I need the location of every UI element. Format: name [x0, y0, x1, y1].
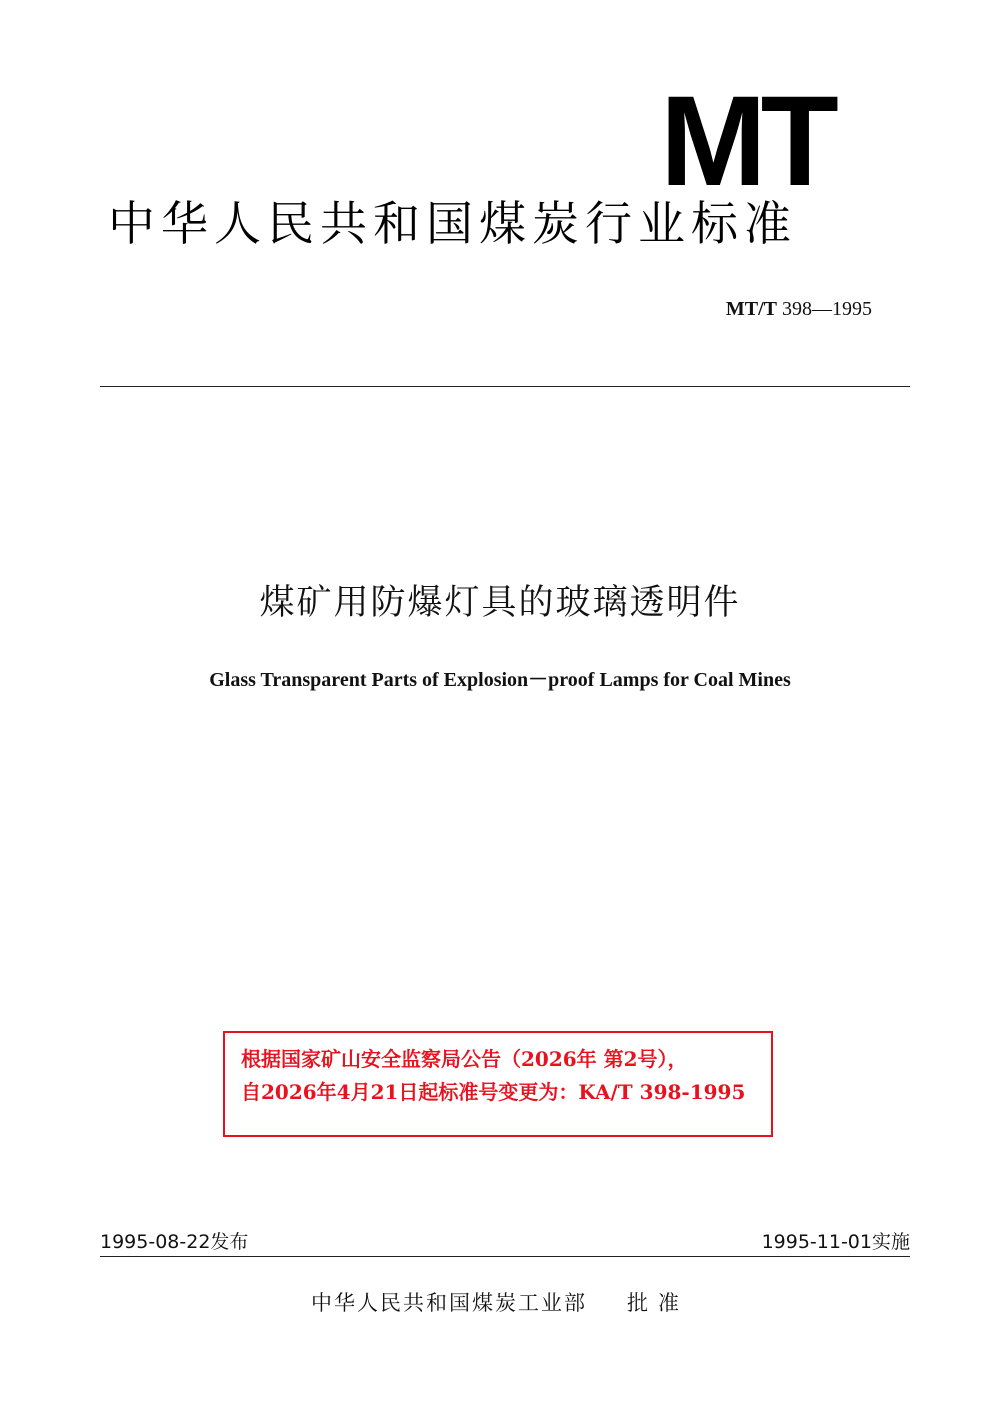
- notice-box: [223, 1031, 773, 1137]
- implement-date-value: 1995-11-01: [761, 1231, 872, 1253]
- standard-code: MT/T: [725, 298, 777, 320]
- approver-line: [0, 1288, 1000, 1318]
- document-title-zh: 煤矿用防爆灯具的玻璃透明件: [259, 583, 741, 623]
- issue-label: 发布: [210, 1231, 249, 1253]
- notice-line-2: 自2026年4月21日起标准号变更为：KA/T 398-1995: [241, 1080, 746, 1104]
- approve-label: 批准: [627, 1291, 689, 1315]
- issue-date: [100, 1229, 248, 1255]
- standard-number-value: 398—1995: [782, 298, 872, 320]
- standard-number: [600, 296, 872, 322]
- footer-divider: [100, 1256, 910, 1257]
- header-divider: [100, 386, 910, 387]
- issue-date-value: 1995-08-22: [100, 1231, 211, 1253]
- implement-label: 实施: [871, 1231, 910, 1253]
- notice-line-1: 根据国家矿山安全监察局公告（2026年 第2号），: [241, 1047, 688, 1071]
- approver-name: 中华人民共和国煤炭工业部: [311, 1291, 587, 1315]
- standard-category-title: 中华人民共和国煤炭行业标准: [108, 197, 797, 252]
- mt-logo: MT: [660, 92, 833, 192]
- document-title-en: Glass Transparent Parts of Explosion－proof Lamps for Coal Mines: [209, 669, 791, 691]
- implement-date: [762, 1229, 910, 1255]
